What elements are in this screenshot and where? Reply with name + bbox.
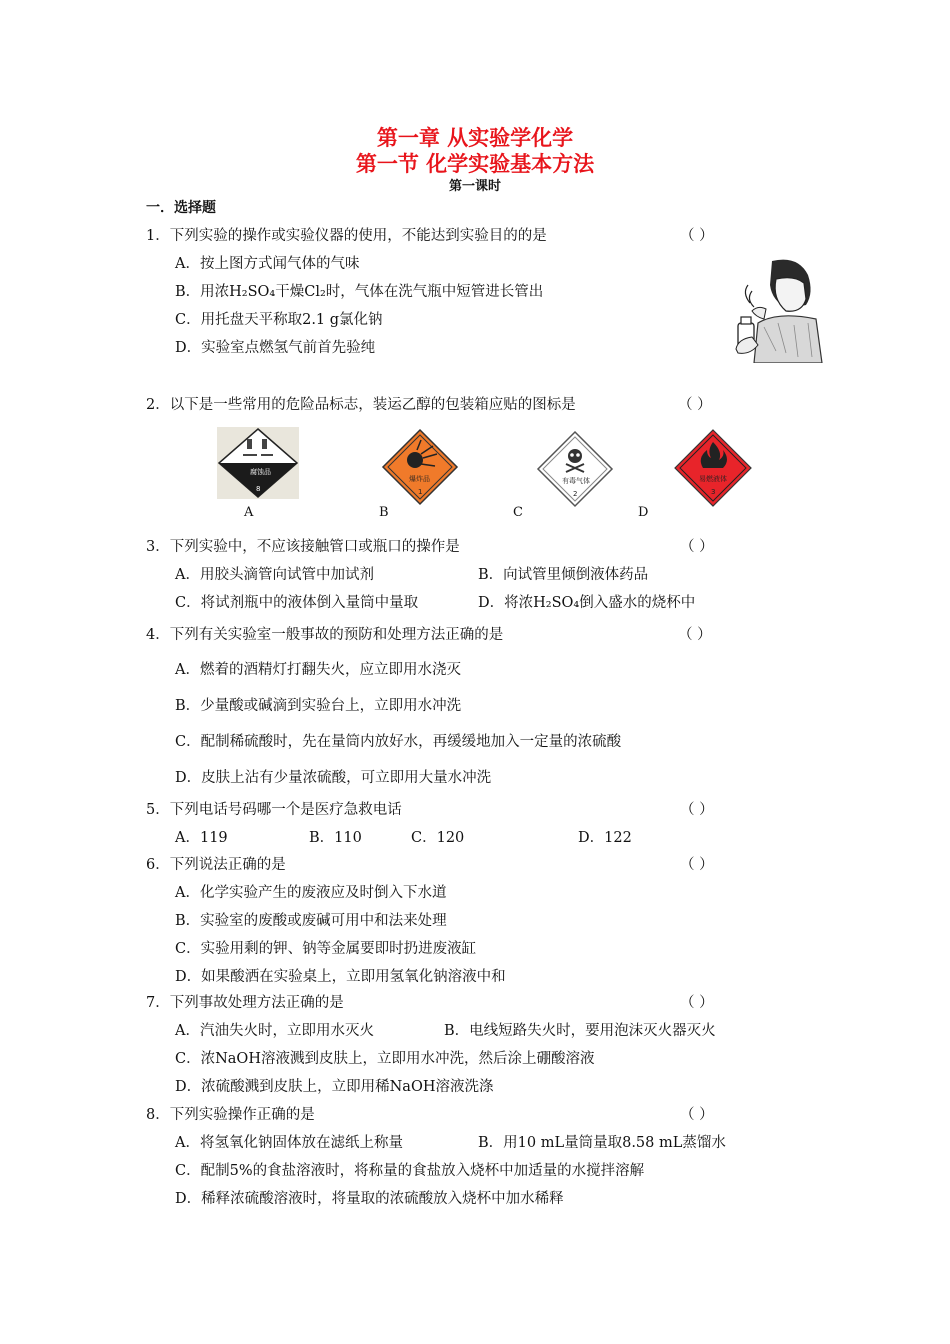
toxic-gas-sign [536,430,614,508]
sign-class-number: 3 [711,488,716,496]
option: D．浓硫酸溅到皮肤上，立即用稀NaOH溶液洗涤 [175,1079,494,1095]
sign-class-number: 1 [418,488,423,496]
section-title: 第一节 化学实验基本方法 [355,152,595,176]
option: A．按上图方式闻气体的气味 [175,256,360,272]
option: B．电线短路失火时，要用泡沫灭火器灭火 [444,1023,716,1039]
question-stem: 2．以下是一些常用的危险品标志，装运乙醇的包装箱应贴的图标是 [146,397,576,413]
sign-label: 有毒气体 [562,477,590,485]
option: D．实验室点燃氢气前首先验纯 [175,340,376,356]
question-stem: 4．下列有关实验室一般事故的预防和处理方法正确的是 [146,627,504,643]
question-stem: 8．下列实验操作正确的是 [146,1107,315,1123]
option: A．燃着的酒精灯打翻失火，应立即用水浇灭 [175,662,461,678]
sign-label: 爆炸品 [409,475,430,483]
option: D．将浓H₂SO₄倒入盛水的烧杯中 [478,595,696,611]
part-heading: 一．选择题 [146,200,216,216]
answer-blank: （ ） [680,1107,714,1123]
option: C [513,505,523,520]
option: C．将试剂瓶中的液体倒入量筒中量取 [175,595,419,611]
option: A．汽油失火时，立即用水灭火 [175,1023,374,1039]
option: B．用浓H₂SO₄干燥Cl₂时，气体在洗气瓶中短管进长管出 [175,284,544,300]
answer-blank: （ ） [680,857,714,873]
smelling-gas-illustration [728,253,824,363]
option: B．向试管里倾倒液体药品 [478,567,649,583]
option: A．用胶头滴管向试管中加试剂 [175,567,374,583]
option: C．配制5%的食盐溶液时，将称量的食盐放入烧杯中加适量的水搅拌溶解 [175,1163,645,1179]
option: B．110 [309,830,362,846]
flame-icon [673,428,753,508]
option: B．少量酸或碱滴到实验台上，立即用水冲洗 [175,698,462,714]
sign-class-number: 8 [256,485,261,493]
option: B [379,505,389,520]
explosive-sign [381,428,459,506]
sign-class-number: 2 [573,490,578,498]
option: A．化学实验产生的废液应及时倒入下水道 [175,885,447,901]
corrosive-sign [217,427,299,499]
answer-blank: （ ） [678,397,712,413]
option: C．120 [411,830,465,846]
question-stem: 1．下列实验的操作或实验仪器的使用，不能达到实验目的的是 [146,228,547,244]
option: D．稀释浓硫酸溶液时，将量取的浓硫酸放入烧杯中加水稀释 [175,1191,564,1207]
question-stem: 5．下列电话号码哪一个是医疗急救电话 [146,802,402,818]
option: B．用10 mL量筒量取8.58 mL蒸馏水 [478,1135,726,1151]
answer-blank: （ ） [680,539,714,555]
sign-label: 腐蚀品 [250,468,271,476]
lesson-title: 第一课时 [448,179,501,194]
answer-blank: （ ） [680,228,714,244]
sign-label: 易燃液体 [699,475,727,483]
option: C．用托盘天平称取2.1 g氯化钠 [175,312,383,328]
question-stem: 3．下列实验中，不应该接触管口或瓶口的操作是 [146,539,460,555]
option: C．配制稀硫酸时，先在量筒内放好水，再缓缓地加入一定量的浓硫酸 [175,734,622,750]
option: B．实验室的废酸或废碱可用中和法来处理 [175,913,447,929]
question-stem: 6．下列说法正确的是 [146,857,286,873]
option: A [244,505,254,520]
option: A．将氢氧化钠固体放在滤纸上称量 [175,1135,403,1151]
option: D．皮肤上沾有少量浓硫酸，可立即用大量水冲洗 [175,770,492,786]
answer-blank: （ ） [680,802,714,818]
answer-blank: （ ） [680,995,714,1011]
option: D．122 [578,830,632,846]
option: C．实验用剩的钾、钠等金属要即时扔进废液缸 [175,941,477,957]
option: A．119 [175,830,228,846]
question-stem: 7．下列事故处理方法正确的是 [146,995,344,1011]
option: D．如果酸洒在实验桌上，立即用氢氧化钠溶液中和 [175,969,506,985]
flammable-liquid-sign [673,428,753,508]
chapter-title: 第一章 从实验学化学 [376,126,574,150]
option: D [638,505,649,520]
answer-blank: （ ） [678,627,712,643]
option: C．浓NaOH溶液溅到皮肤上，立即用水冲洗，然后涂上硼酸溶液 [175,1051,595,1067]
